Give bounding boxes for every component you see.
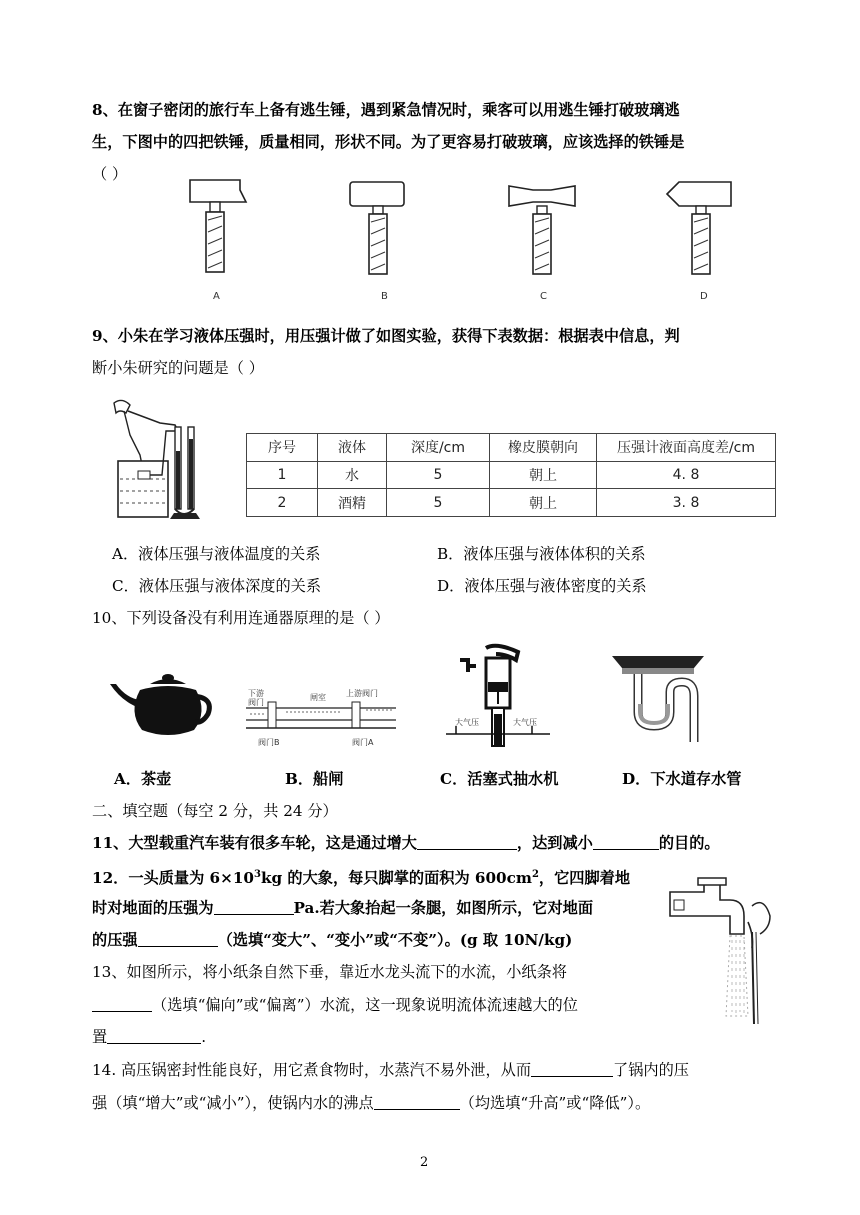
teapot-figure (106, 668, 216, 748)
lock-label-valve-a: 阀门A (352, 738, 374, 747)
q11-part1: 11、大型载重汽车装有很多车轮，这是通过增大 (92, 834, 417, 852)
table-header-row (247, 434, 776, 462)
q14-line1b: 了锅内的压 (613, 1061, 689, 1079)
faucet-figure (660, 876, 772, 1028)
table-header-cell: 橡皮膜朝向 (490, 434, 597, 462)
q9-option-d: D．液体压强与液体密度的关系 (437, 577, 647, 595)
table-cell: 朝上 (490, 489, 597, 517)
q9-option-a: A．液体压强与液体温度的关系 (112, 545, 321, 563)
q12-line1 (92, 865, 630, 888)
hammer-figure-d (665, 176, 735, 306)
table-cell: 朝上 (490, 461, 597, 489)
q9-stem-line1: 9、小朱在学习液体压强时，用压强计做了如图实验，获得下表数据：根据表中信息，判 (92, 327, 680, 345)
q13-line2 (92, 995, 578, 1015)
table-header-cell: 序号 (247, 434, 318, 462)
q13-line3 (92, 1027, 206, 1047)
q10-option-b: B．船闸 (285, 770, 344, 788)
table-row (247, 489, 776, 517)
q13-blank2[interactable] (107, 1028, 201, 1044)
q12-part2: kg 的大象，每只脚掌的面积为 600cm (260, 869, 532, 888)
table-cell: 4. 8 (597, 461, 776, 489)
q8-stem-line2: 生，下图中的四把铁锤，质量相同，形状不同。为了更容易打破玻璃，应该选择的铁锤是 (92, 133, 685, 151)
hammer-figure-a (188, 176, 248, 306)
q13-blank1[interactable] (92, 996, 152, 1012)
section2-heading: 二、填空题（每空 2 分，共 24 分） (92, 802, 338, 820)
q11-blank2[interactable] (593, 834, 659, 850)
q12-line2b: Pa.若大象抬起一条腿，如图所示，它对地面 (293, 899, 594, 917)
q12-line3 (92, 930, 572, 950)
hammer-label-d: D (700, 291, 708, 302)
table-cell: 水 (318, 461, 387, 489)
q9-data-table (246, 433, 776, 517)
hammer-figure-b (348, 176, 408, 306)
q12-part3: ，它四脚着地 (538, 869, 631, 888)
pump-label-atm-right: 大气压 (513, 718, 537, 727)
q11-line (92, 833, 720, 853)
q10-option-c: C．活塞式抽水机 (440, 770, 559, 788)
q11-part2: ，达到减小 (516, 834, 593, 852)
pump-label-atm-left: 大气压 (455, 718, 479, 727)
q14-line2b: （均选填“升高”或“降低”）。 (459, 1094, 651, 1112)
piston-pump-figure (446, 642, 556, 750)
hammer-figure-c (507, 176, 577, 306)
q12-line2 (92, 898, 593, 918)
q13-line3a: 置 (92, 1028, 108, 1046)
q12-part1: 12．一头质量为 6×10 (92, 869, 254, 888)
table-cell: 2 (247, 489, 318, 517)
q8-stem-line1: 8、在窗子密闭的旅行车上备有逃生锤，遇到紧急情况时，乘客可以用逃生锤打破玻璃逃 (92, 101, 680, 119)
lock-label-chamber: 闸室 (310, 693, 326, 702)
q14-line2 (92, 1093, 650, 1113)
q12-sup2: 2 (531, 869, 539, 880)
table-cell: 5 (387, 489, 490, 517)
table-cell: 5 (387, 461, 490, 489)
q12-line3b: （选填“变大”、“变小”或“不变”）。(g 取 10N/kg) (217, 931, 573, 949)
q11-part3: 的目的。 (658, 834, 720, 852)
table-cell: 酒精 (318, 489, 387, 517)
hammer-label-a: A (213, 291, 220, 302)
lock-label-down-gate: 下游 阀门 (248, 689, 264, 707)
q12-line2a: 时对地面的压强为 (92, 899, 214, 917)
lock-label-up-gate: 上游阀门 (346, 689, 378, 698)
q9-option-c: C．液体压强与液体深度的关系 (112, 577, 322, 595)
page-number: 2 (420, 1155, 429, 1170)
q11-blank1[interactable] (417, 834, 517, 850)
table-row (247, 461, 776, 489)
q13-line1: 13、如图所示，将小纸条自然下垂，靠近水龙头流下的水流，小纸条将 (92, 963, 567, 981)
table-header-cell: 深度/cm (387, 434, 490, 462)
hammer-label-c: C (540, 291, 547, 302)
lock-label-valve-b: 阀门B (258, 738, 280, 747)
table-header-cell: 压强计液面高度差/cm (597, 434, 776, 462)
q13-line2b: （选填“偏向”或“偏离”）水流，这一现象说明流体流速越大的位 (152, 996, 578, 1014)
table-header-cell: 液体 (318, 434, 387, 462)
q13-line3b: . (201, 1028, 207, 1046)
q9-stem-line2: 断小朱研究的问题是（ ） (92, 359, 264, 377)
hammer-label-b: B (381, 291, 388, 302)
q8-answer-bracket: （ ） (92, 165, 128, 183)
pressure-gauge-figure (100, 395, 220, 525)
q14-line2a: 强（填“增大”或“减小”），使锅内水的沸点 (92, 1094, 374, 1112)
q12-sup1: 3 (253, 869, 261, 880)
table-cell: 1 (247, 461, 318, 489)
drain-trap-figure (608, 652, 708, 744)
q14-blank1[interactable] (531, 1061, 613, 1077)
q14-line1a: 14. 高压锅密封性能良好，用它煮食物时，水蒸汽不易外泄，从而 (92, 1061, 532, 1079)
q10-stem: 10、下列设备没有利用连通器原理的是（ ） (92, 609, 390, 627)
q9-option-b: B．液体压强与液体体积的关系 (437, 545, 646, 563)
q12-blank1[interactable] (214, 899, 294, 915)
q10-option-d: D．下水道存水管 (622, 770, 742, 788)
q10-option-a: A．茶壶 (114, 770, 172, 788)
q14-blank2[interactable] (374, 1094, 460, 1110)
q14-line1 (92, 1060, 689, 1080)
q12-line3a: 的压强 (92, 931, 138, 949)
q12-blank2[interactable] (138, 931, 218, 947)
table-cell: 3. 8 (597, 489, 776, 517)
